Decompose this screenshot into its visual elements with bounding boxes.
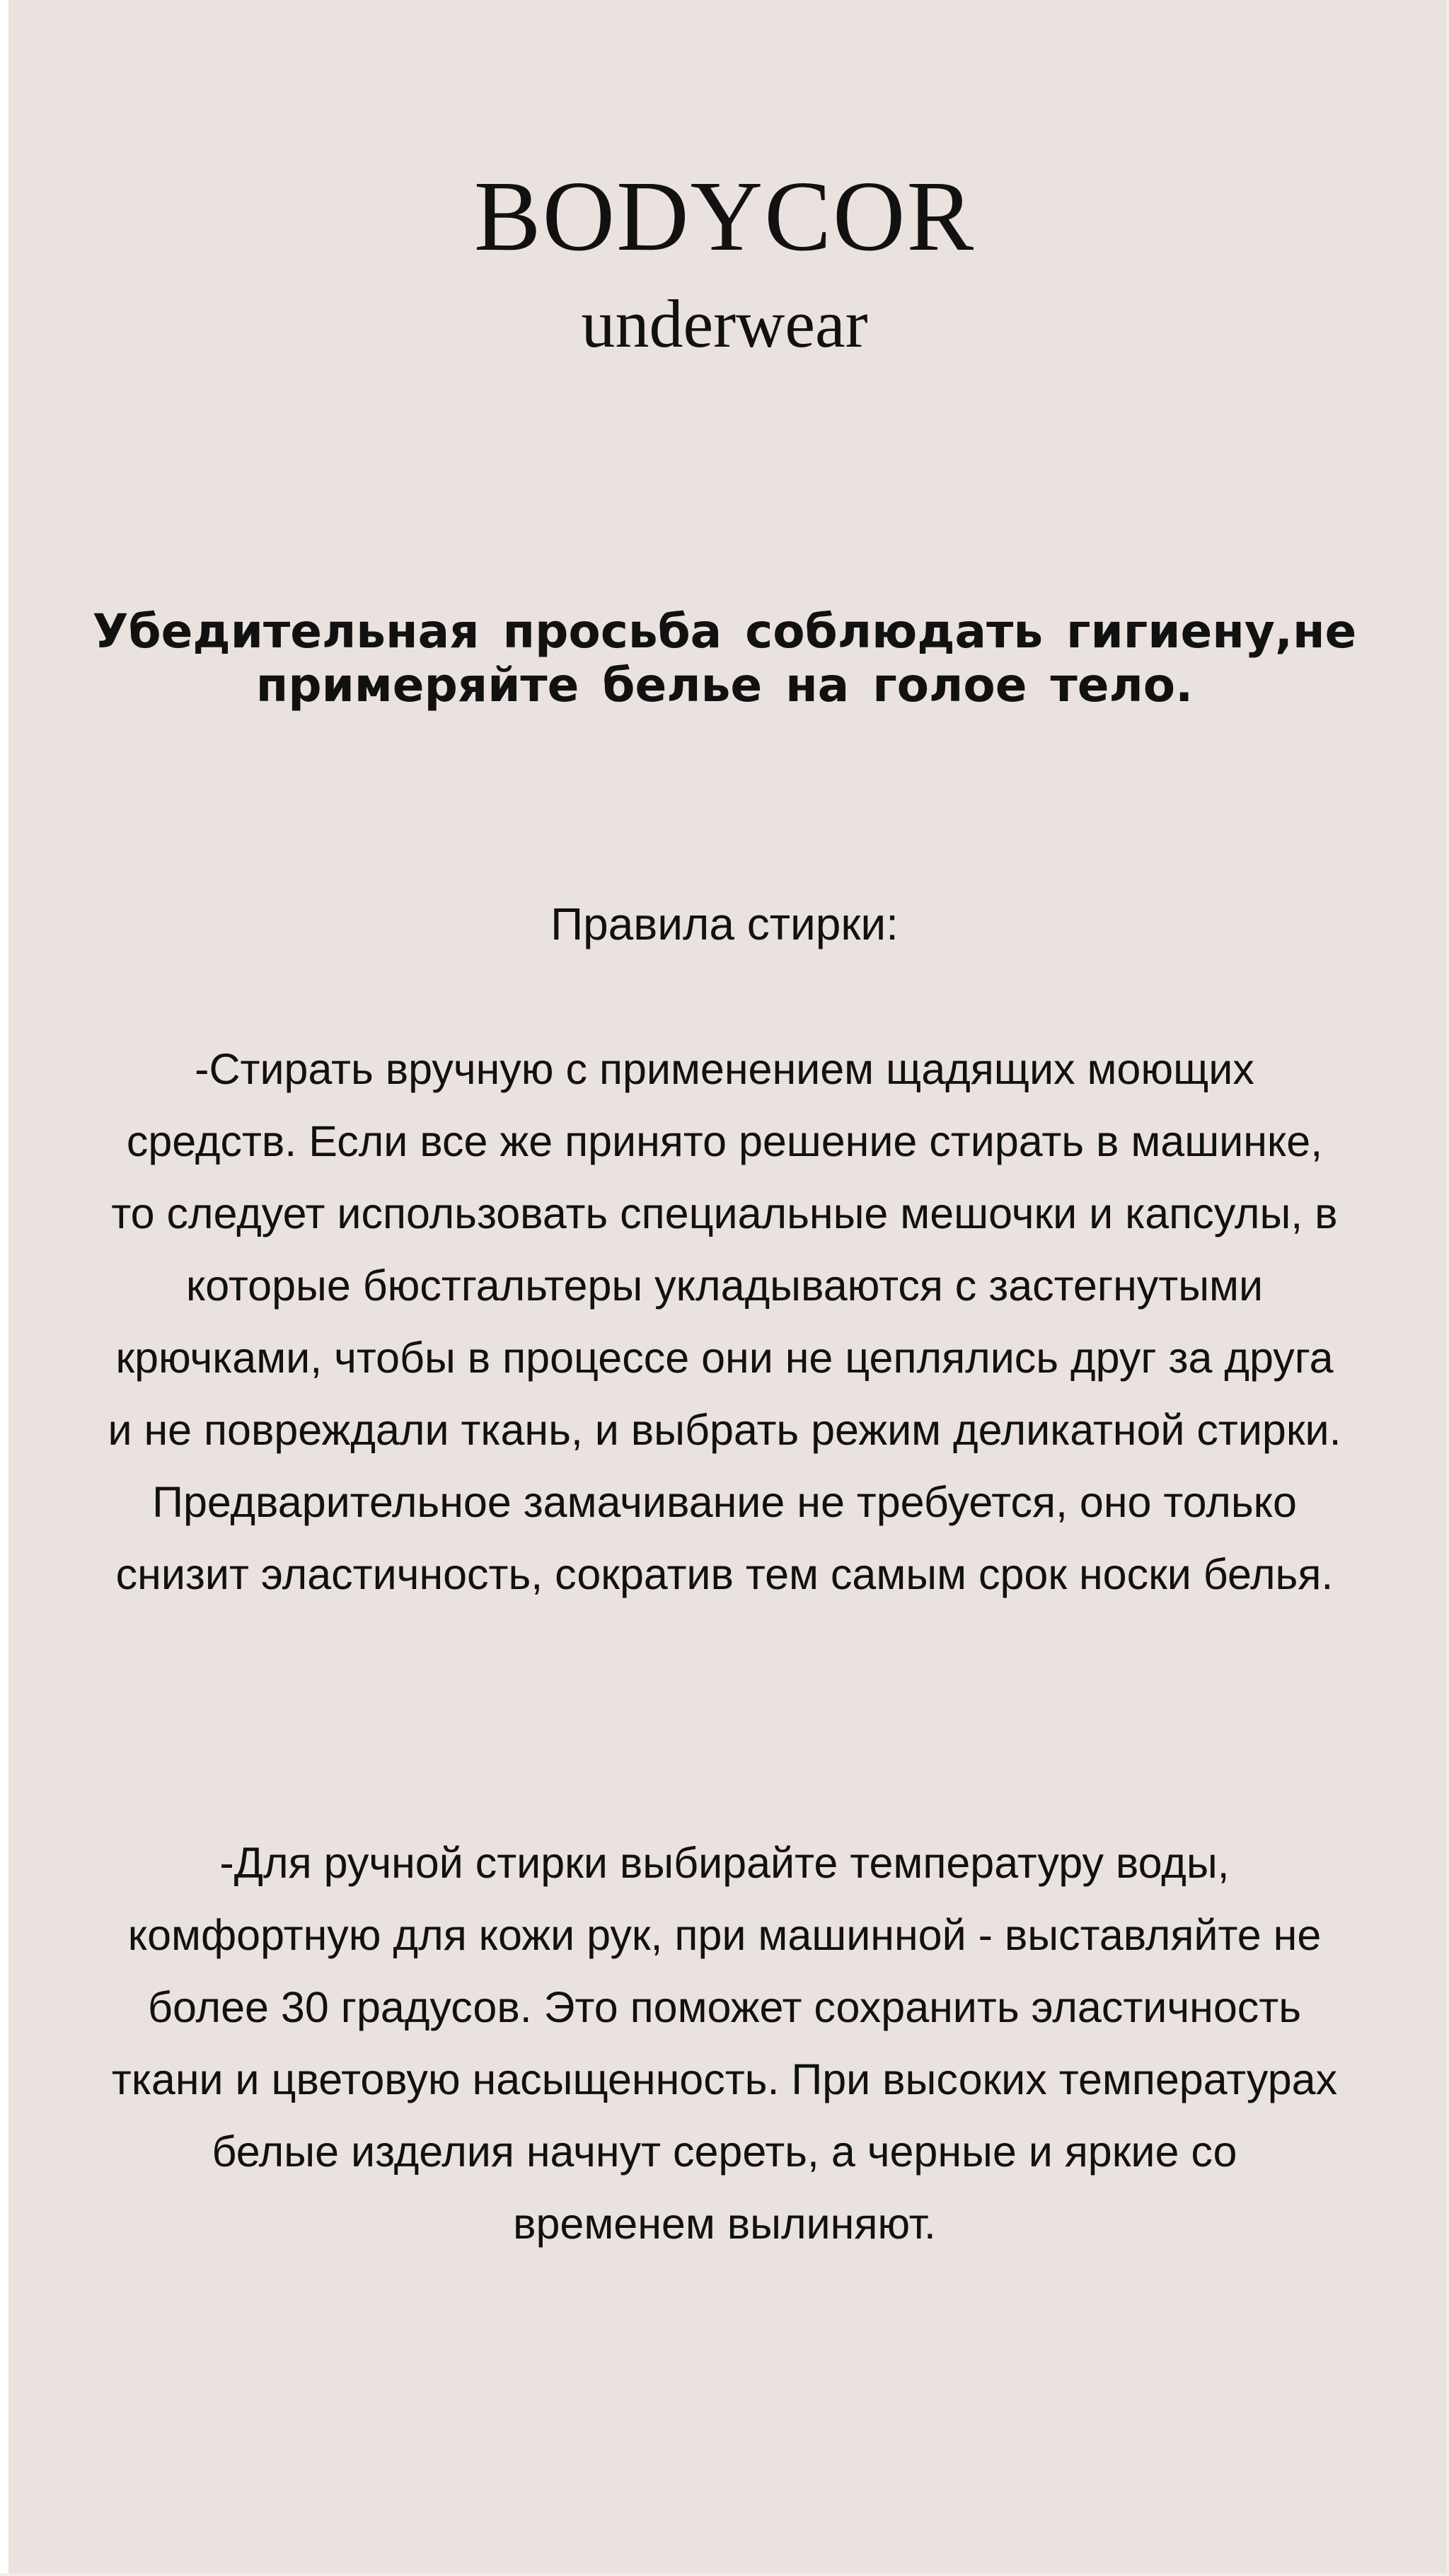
brand-logo-name: BODYCOR (473, 160, 976, 272)
care-rules-title: Правила стирки: (550, 899, 899, 949)
care-rule-paragraph: -Стирать вручную с применением щадящих моющих средств. Если все же принято решение стирать в машинке, то следует использовать специальные мешочки и капсулы, в которые бюстгальтеры укладываются с застегнутыми крючками, чтобы в процессе они не цеплялись друг за друга и не повреждали ткань, и выбрать режим деликатной стирки. Предварительное замачивание не требуется, оно только снизит эластичность, сократив тем самым срок носки белья. (108, 1045, 1341, 1598)
brand-logo-subtitle: underwear (581, 286, 868, 362)
left-border (0, 0, 8, 2576)
care-rule-paragraph: -Для ручной стирки выбирайте температуру воды, комфортную для кожи рук, при машинной - выставляйте не более 30 градусов. Это поможет сохранить эластичность ткани и цветовую насыщенность. При высоких температурах белые изделия начнут сереть, а черные и яркие со временем вылиняют. (111, 1839, 1338, 2248)
hygiene-notice: Убедительная просьба соблюдать гигиену,не примеряйте белье на голое тело. (92, 604, 1357, 712)
bottom-border (0, 2573, 1449, 2576)
right-border (1446, 0, 1449, 2576)
